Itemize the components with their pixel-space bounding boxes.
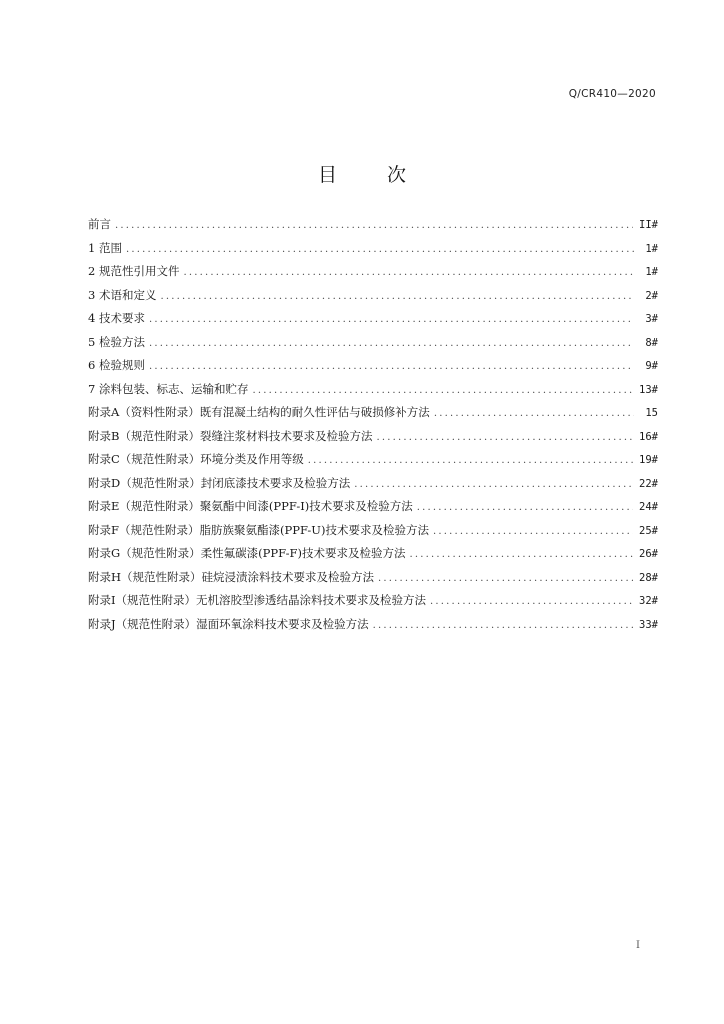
toc-entry[interactable] <box>88 519 658 543</box>
toc-entry[interactable] <box>88 354 658 378</box>
toc-entry-label: 前言 <box>88 217 111 231</box>
toc-entry-label: 附录D（规范性附录）封闭底漆技术要求及检验方法 <box>88 475 351 490</box>
toc-leader-dots <box>149 332 634 356</box>
toc-leader-dots <box>434 402 634 426</box>
toc-entry-label: 附录C（规范性附录）环境分类及作用等级 <box>88 452 304 466</box>
toc-entry[interactable] <box>88 260 658 284</box>
toc-entry-page: 9# <box>645 360 658 372</box>
toc-entry[interactable] <box>88 378 658 402</box>
toc-entry[interactable] <box>88 542 658 566</box>
toc-entry-page: 26# <box>639 548 658 560</box>
toc-entry[interactable] <box>88 495 658 519</box>
toc-entry-label: 附录F（规范性附录）脂肪族聚氨酯漆(PPF-U)技术要求及检验方法 <box>88 522 429 537</box>
toc-entry-page: 1# <box>645 242 658 255</box>
toc-entry-page: 3# <box>645 313 658 325</box>
toc-entry[interactable] <box>88 566 658 590</box>
page-number: I <box>636 940 640 951</box>
toc-leader-dots <box>183 261 634 285</box>
toc-entry[interactable] <box>88 448 658 472</box>
toc-leader-dots <box>409 543 633 567</box>
toc-entry-page: 33# <box>639 618 658 631</box>
page-title: 目 次 <box>317 164 429 186</box>
toc-entry-label: 附录I（规范性附录）无机溶胶型渗透结晶涂料技术要求及检验方法 <box>88 593 427 607</box>
toc-entry-page: 2# <box>645 289 658 302</box>
toc-entry-label: 附录G（规范性附录）柔性氟碳漆(PPF-F)技术要求及检验方法 <box>88 546 406 560</box>
toc-entry[interactable] <box>88 237 658 261</box>
toc-entry-label: 附录B（规范性附录）裂缝注浆材料技术要求及检验方法 <box>88 428 373 443</box>
toc-leader-dots <box>373 614 633 638</box>
toc-entry[interactable] <box>88 331 658 355</box>
toc-entry[interactable] <box>88 284 658 308</box>
toc-leader-dots <box>433 520 633 544</box>
table-of-contents <box>88 213 658 636</box>
toc-entry-label: 附录H（规范性附录）硅烷浸渍涂料技术要求及检验方法 <box>88 569 375 584</box>
toc-entry[interactable] <box>88 307 658 331</box>
toc-entry-page: 16# <box>639 430 658 443</box>
toc-entry-label: 2 规范性引用文件 <box>88 264 180 278</box>
toc-leader-dots <box>149 308 634 332</box>
toc-entry-page: 1# <box>645 266 658 278</box>
toc-entry-label: 附录A（资料性附录）既有混凝土结构的耐久性评估与破损修补方法 <box>88 405 430 419</box>
toc-entry-page: 32# <box>639 595 658 607</box>
toc-leader-dots <box>378 567 633 591</box>
toc-entry-label: 4 技术要求 <box>88 311 145 325</box>
toc-entry[interactable] <box>88 213 658 237</box>
toc-entry[interactable] <box>88 472 658 496</box>
toc-leader-dots <box>376 426 633 450</box>
toc-leader-dots <box>417 496 633 520</box>
document-code: Q/CR410—2020 <box>568 88 656 100</box>
toc-leader-dots <box>354 473 633 497</box>
toc-leader-dots <box>430 590 633 614</box>
toc-entry-page: 24# <box>639 501 658 513</box>
toc-leader-dots <box>115 214 633 238</box>
toc-entry-page: 28# <box>639 571 658 584</box>
toc-entry[interactable] <box>88 401 658 425</box>
toc-entry-page: 19# <box>639 454 658 466</box>
toc-entry[interactable] <box>88 589 658 613</box>
toc-entry-label: 3 术语和定义 <box>88 287 157 302</box>
toc-entry-label: 6 检验规则 <box>88 358 145 372</box>
toc-entry-page: 22# <box>639 477 658 490</box>
toc-entry-page: 15 <box>645 407 658 419</box>
toc-leader-dots <box>308 449 633 473</box>
toc-entry-label: 7 涂料包装、标志、运输和贮存 <box>88 381 249 396</box>
toc-entry-label: 1 范围 <box>88 240 122 255</box>
toc-entry-label: 5 检验方法 <box>88 334 145 349</box>
toc-entry-label: 附录E（规范性附录）聚氨酯中间漆(PPF-I)技术要求及检验方法 <box>88 499 413 513</box>
toc-leader-dots <box>149 355 634 379</box>
toc-leader-dots <box>126 238 634 262</box>
toc-entry-label: 附录J（规范性附录）湿面环氧涂料技术要求及检验方法 <box>88 616 369 631</box>
toc-entry-page: 8# <box>645 336 658 349</box>
toc-entry-page: II# <box>639 219 658 231</box>
toc-entry-page: 25# <box>639 524 658 537</box>
toc-entry[interactable] <box>88 613 658 637</box>
toc-leader-dots <box>160 285 634 309</box>
toc-entry[interactable] <box>88 425 658 449</box>
toc-entry-page: 13# <box>639 383 658 396</box>
toc-leader-dots <box>252 379 633 403</box>
